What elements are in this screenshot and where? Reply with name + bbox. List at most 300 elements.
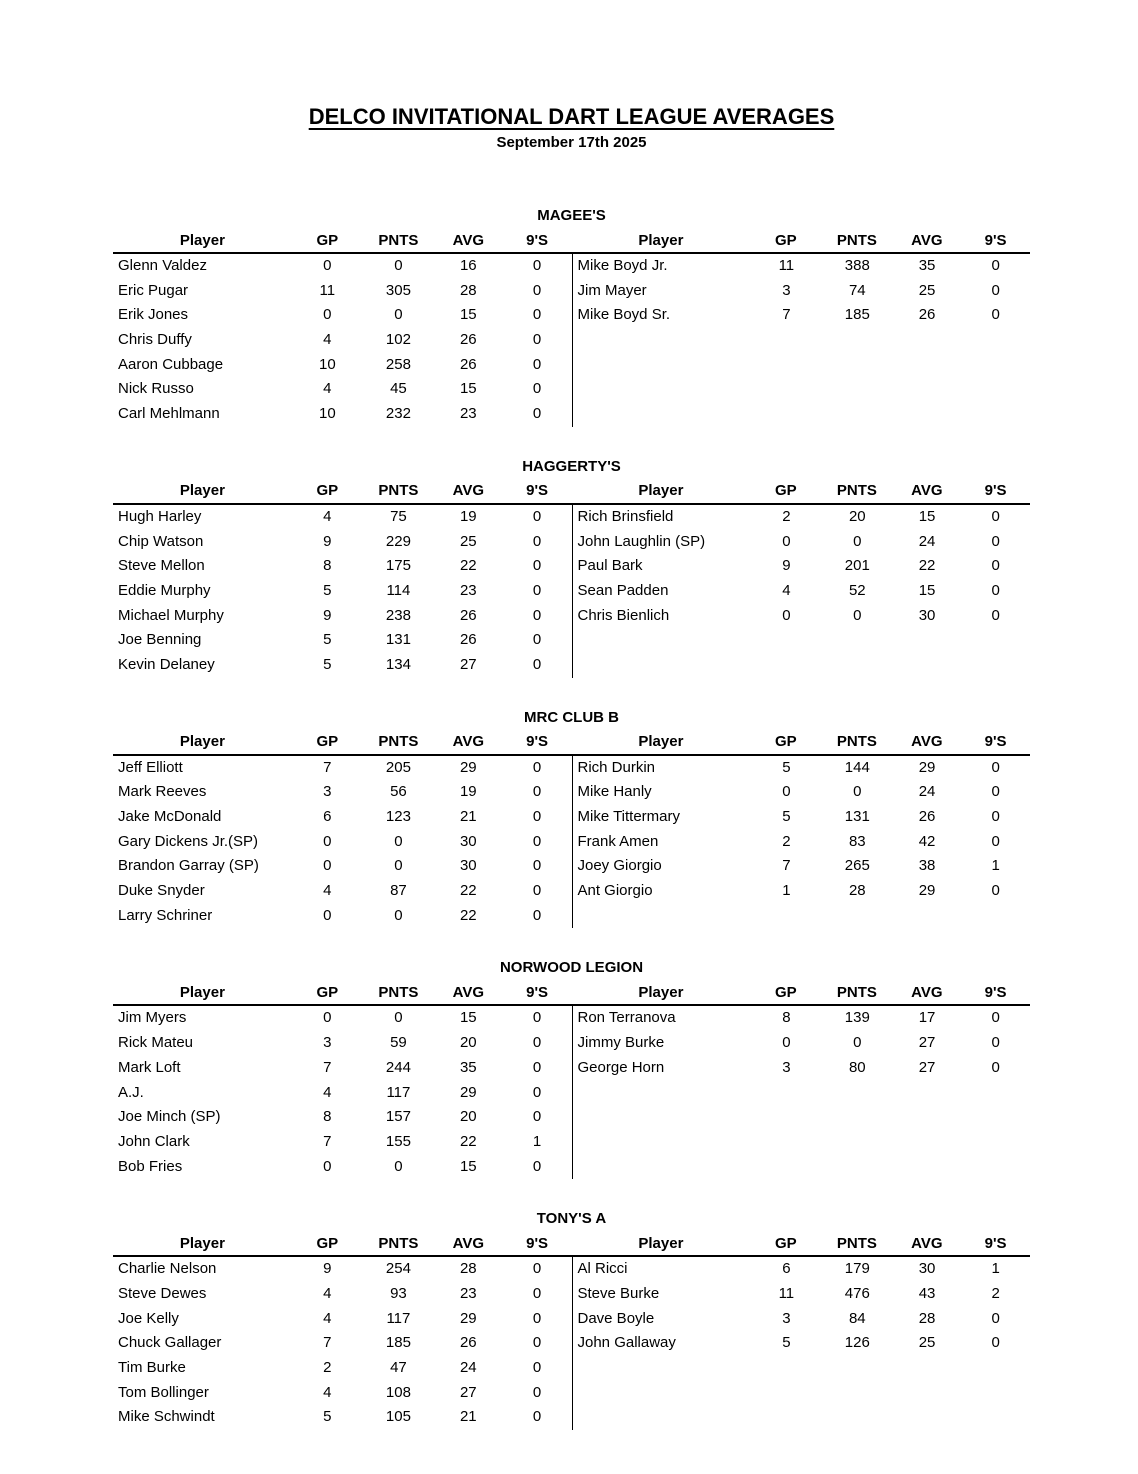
stat-value: 0	[323, 1009, 332, 1027]
table-row	[113, 1405, 572, 1430]
header-left-half	[113, 980, 572, 1004]
column-header-avg: AVG	[911, 733, 943, 751]
header-right-half	[572, 1231, 1031, 1255]
player-name: Dave Boyle	[577, 1309, 655, 1327]
player-name: Rick Mateu	[118, 1034, 194, 1052]
stat-value: 26	[459, 355, 477, 373]
player-name: Glenn Valdez	[118, 257, 207, 274]
table-row	[573, 854, 1031, 879]
player-name: Tom Bollinger	[118, 1383, 209, 1401]
table-row	[113, 303, 572, 328]
stat-value: 131	[385, 631, 411, 649]
column-header-9s: 9'S	[526, 983, 549, 1001]
player-name: Steve Dewes	[118, 1284, 207, 1302]
stat-value: 26	[459, 1334, 477, 1352]
stat-value: 0	[991, 1058, 1000, 1076]
stat-value: 0	[991, 581, 1000, 599]
stat-value: 0	[991, 1009, 1000, 1027]
column-header-player: Player	[638, 482, 684, 500]
stat-value: 83	[848, 832, 866, 850]
table-row	[113, 530, 572, 555]
stat-value: 0	[991, 306, 1000, 324]
stat-value: 476	[844, 1284, 870, 1302]
team-section	[113, 1209, 1030, 1430]
player-name: Mike Tittermary	[577, 808, 681, 825]
table-row	[573, 805, 1031, 830]
table-row	[113, 830, 572, 855]
stat-value: 28	[918, 1309, 936, 1327]
stat-value: 9	[323, 532, 332, 550]
player-name: Hugh Harley	[118, 507, 202, 525]
stat-value: 117	[386, 1309, 411, 1327]
column-header-player: Player	[179, 983, 225, 1001]
table-row	[113, 328, 572, 353]
stat-value: 43	[918, 1284, 936, 1302]
team-name: NORWOOD LEGION	[499, 959, 644, 977]
stat-value: 232	[385, 405, 411, 423]
stat-value: 0	[991, 281, 1000, 299]
table-row	[113, 628, 572, 653]
column-header-pnts: PNTS	[836, 733, 877, 751]
column-header-gp: GP	[316, 733, 339, 751]
stat-value: 29	[459, 1309, 477, 1327]
stat-value: 23	[459, 1284, 477, 1302]
stat-value: 6	[323, 808, 332, 825]
stat-value: 157	[385, 1108, 411, 1126]
stat-value: 28	[848, 882, 866, 900]
stat-value: 0	[323, 832, 332, 850]
team-name: MAGEE'S	[537, 207, 606, 224]
table-row	[113, 1331, 572, 1356]
stat-value: 87	[390, 882, 407, 900]
stat-value: 9	[323, 1260, 332, 1278]
stat-value: 1	[532, 1132, 542, 1150]
stat-value: 3	[323, 783, 332, 801]
stat-value: 0	[323, 306, 332, 324]
stat-value: 0	[532, 606, 542, 624]
stat-value: 19	[459, 507, 477, 525]
column-header-player: Player	[179, 231, 225, 249]
table-body	[113, 1257, 1030, 1430]
stat-value: 2	[782, 832, 791, 850]
table-row	[113, 1056, 572, 1081]
column-header-avg: AVG	[452, 482, 485, 500]
stat-value: 155	[385, 1132, 411, 1150]
stat-value: 139	[844, 1009, 870, 1027]
table-row	[113, 554, 572, 579]
stat-value: 102	[385, 331, 411, 349]
stat-value: 0	[991, 1034, 1000, 1052]
table-right-column-group	[572, 1257, 1031, 1430]
table-row	[573, 554, 1031, 579]
column-header-avg: AVG	[452, 231, 485, 249]
player-name: Kevin Delaney	[118, 655, 215, 673]
player-name: Duke Snyder	[118, 882, 205, 900]
column-header-gp: GP	[316, 482, 339, 500]
stat-value: 74	[848, 281, 866, 299]
stat-value: 7	[323, 758, 332, 776]
table-row	[573, 879, 1031, 904]
player-name: Al Ricci	[577, 1260, 628, 1278]
stat-value: 75	[390, 507, 407, 525]
player-name: John Laughlin (SP)	[577, 532, 706, 550]
table-body	[113, 254, 1030, 427]
stat-value: 3	[782, 1058, 791, 1076]
table-row	[113, 1307, 572, 1332]
stat-value: 3	[782, 281, 791, 299]
player-name: Joe Kelly	[118, 1309, 179, 1327]
team-section	[113, 708, 1030, 929]
column-header-9s: 9'S	[526, 482, 549, 500]
column-header-9s: 9'S	[526, 733, 549, 751]
stat-value: 7	[782, 306, 791, 324]
stat-value: 8	[323, 1108, 332, 1126]
stat-value: 5	[782, 758, 791, 776]
table-row	[113, 879, 572, 904]
column-header-pnts: PNTS	[378, 983, 419, 1001]
stat-value: 28	[459, 281, 477, 299]
stat-value: 0	[991, 808, 1000, 825]
table-row	[573, 505, 1031, 530]
column-header-gp: GP	[316, 983, 339, 1001]
stat-value: 2	[991, 1284, 1000, 1302]
player-name: Eddie Murphy	[118, 581, 211, 599]
table-row	[113, 780, 572, 805]
player-name: John Clark	[118, 1132, 190, 1150]
header-right-half	[572, 980, 1031, 1004]
table-left-column-group	[113, 1006, 572, 1179]
stat-value: 6	[782, 1260, 791, 1278]
player-name: Mark Reeves	[118, 783, 207, 801]
stat-value: 0	[853, 532, 862, 550]
stat-value: 26	[918, 808, 936, 825]
column-header-gp: GP	[775, 482, 797, 500]
stat-value: 0	[532, 832, 542, 850]
team-name: MRC CLUB B	[524, 708, 619, 726]
stat-value: 0	[532, 783, 542, 801]
stat-value: 93	[390, 1284, 407, 1302]
stat-value: 9	[782, 557, 791, 575]
table-left-column-group	[113, 1257, 572, 1430]
stat-value: 19	[459, 783, 477, 801]
stat-value: 1	[782, 882, 791, 900]
stat-value: 0	[532, 355, 542, 373]
stat-value: 0	[532, 532, 542, 550]
stat-value: 22	[459, 882, 477, 900]
stat-value: 5	[323, 631, 332, 649]
player-name: Ron Terranova	[577, 1009, 676, 1027]
stat-value: 0	[532, 380, 542, 398]
player-name: John Gallaway	[577, 1334, 676, 1352]
player-name: Chris Bienlich	[577, 606, 670, 624]
stat-value: 114	[386, 581, 411, 599]
stat-value: 84	[848, 1309, 866, 1327]
stat-value: 4	[782, 581, 791, 599]
table-row	[113, 1105, 572, 1130]
stat-value: 4	[323, 1284, 332, 1302]
stat-value: 7	[323, 1334, 332, 1352]
stat-value: 131	[844, 808, 870, 825]
stat-value: 30	[918, 1260, 936, 1278]
averages-table	[113, 730, 1030, 929]
table-row	[573, 1282, 1031, 1307]
player-name: Gary Dickens Jr.(SP)	[118, 832, 259, 850]
column-header-avg: AVG	[911, 983, 943, 1001]
stat-value: 0	[532, 906, 542, 924]
stat-value: 8	[323, 557, 332, 575]
stat-value: 0	[991, 532, 1000, 550]
table-row	[113, 353, 572, 378]
stat-value: 7	[323, 1058, 332, 1076]
header-right-half	[572, 479, 1031, 503]
player-name: Joe Minch (SP)	[118, 1108, 221, 1126]
table-row	[113, 505, 572, 530]
player-name: Carl Mehlmann	[118, 405, 220, 423]
table-row	[113, 653, 572, 678]
stat-value: 126	[844, 1334, 870, 1352]
stat-value: 0	[532, 405, 542, 423]
column-header-pnts: PNTS	[836, 1234, 877, 1252]
stat-value: 26	[459, 631, 477, 649]
player-name: Joey Giorgio	[577, 857, 662, 875]
table-row	[113, 1006, 572, 1031]
column-header-avg: AVG	[452, 733, 485, 751]
stat-value: 30	[459, 857, 477, 875]
column-header-player: Player	[179, 733, 225, 751]
stat-value: 20	[459, 1034, 477, 1052]
stat-value: 388	[844, 257, 870, 274]
stat-value: 0	[394, 1009, 403, 1027]
player-name: Mark Loft	[118, 1058, 181, 1076]
stat-value: 0	[532, 1108, 542, 1126]
stat-value: 0	[532, 1383, 542, 1401]
averages-table	[113, 980, 1030, 1179]
stat-value: 11	[319, 281, 336, 299]
player-name: Jake McDonald	[118, 808, 222, 825]
column-header-player: Player	[179, 1234, 225, 1252]
stat-value: 35	[918, 257, 936, 274]
stat-value: 229	[385, 532, 411, 550]
table-row	[573, 579, 1031, 604]
stat-value: 0	[782, 783, 791, 801]
table-right-column-group	[572, 1006, 1031, 1179]
stat-value: 3	[323, 1034, 332, 1052]
player-name: Frank Amen	[577, 832, 659, 850]
table-left-column-group	[113, 756, 572, 929]
column-header-pnts: PNTS	[378, 231, 419, 249]
column-header-player: Player	[638, 733, 684, 751]
averages-table	[113, 479, 1030, 678]
stat-value: 27	[459, 655, 477, 673]
player-name: Joe Benning	[118, 631, 202, 649]
stat-value: 0	[323, 906, 332, 924]
table-row	[113, 854, 572, 879]
table-row	[113, 604, 572, 629]
column-header-gp: GP	[775, 983, 797, 1001]
player-name: Chip Watson	[118, 532, 204, 550]
averages-table	[113, 228, 1030, 427]
stat-value: 0	[532, 1083, 542, 1101]
stat-value: 0	[532, 1157, 542, 1175]
stat-value: 7	[323, 1132, 332, 1150]
table-header-row	[113, 730, 1030, 756]
player-name: Jeff Elliott	[118, 758, 183, 776]
table-right-column-group	[572, 505, 1031, 678]
stat-value: 0	[532, 1034, 542, 1052]
table-header-row	[113, 1231, 1030, 1257]
player-name: Sean Padden	[577, 581, 669, 599]
stat-value: 0	[782, 532, 791, 550]
page-title: DELCO INVITATIONAL DART LEAGUE AVERAGES	[308, 104, 835, 129]
player-name: Michael Murphy	[118, 606, 224, 624]
table-row	[113, 279, 572, 304]
stat-value: 5	[323, 581, 332, 599]
stat-value: 105	[385, 1408, 411, 1426]
column-header-gp: GP	[775, 231, 797, 249]
table-row	[573, 1331, 1031, 1356]
stat-value: 205	[385, 758, 411, 776]
stat-value: 0	[853, 1034, 862, 1052]
stat-value: 144	[844, 758, 870, 776]
stat-value: 0	[532, 758, 542, 776]
team-section	[113, 206, 1030, 427]
stat-value: 42	[918, 832, 936, 850]
header-left-half	[113, 479, 572, 503]
table-row	[573, 1257, 1031, 1282]
stat-value: 0	[532, 331, 542, 349]
stat-value: 15	[459, 380, 477, 398]
table-row	[573, 604, 1031, 629]
stat-value: 254	[385, 1260, 411, 1278]
stat-value: 117	[386, 1083, 411, 1101]
stat-value: 134	[385, 655, 411, 673]
stat-value: 0	[532, 1359, 542, 1376]
player-name: Jimmy Burke	[577, 1034, 665, 1052]
stat-value: 0	[394, 857, 403, 875]
stat-value: 27	[918, 1058, 936, 1076]
stat-value: 28	[459, 1260, 477, 1278]
player-name: Paul Bark	[577, 557, 643, 575]
table-left-column-group	[113, 505, 572, 678]
averages-table	[113, 1231, 1030, 1430]
team-section	[113, 958, 1030, 1179]
stat-value: 7	[782, 857, 791, 875]
player-name: Chuck Gallager	[118, 1334, 222, 1352]
player-name: Rich Brinsfield	[577, 507, 674, 525]
stat-value: 23	[459, 581, 477, 599]
table-row	[113, 805, 572, 830]
stat-value: 0	[532, 281, 542, 299]
player-name: Mike Boyd Jr.	[577, 257, 668, 274]
table-row	[113, 756, 572, 781]
player-name: Bob Fries	[118, 1157, 183, 1175]
stat-value: 10	[319, 405, 336, 423]
stat-value: 20	[459, 1108, 477, 1126]
stat-value: 0	[782, 606, 791, 624]
column-header-avg: AVG	[452, 983, 485, 1001]
stat-value: 0	[991, 1334, 1000, 1352]
table-row	[573, 756, 1031, 781]
stat-value: 16	[459, 257, 477, 274]
report-date: September 17th 2025	[496, 134, 647, 151]
table-right-column-group	[572, 254, 1031, 427]
column-header-9s: 9'S	[526, 1234, 549, 1252]
player-name: A.J.	[118, 1083, 144, 1101]
table-row	[573, 530, 1031, 555]
table-body	[113, 756, 1030, 929]
table-row	[113, 1356, 572, 1381]
column-header-avg: AVG	[452, 1234, 485, 1252]
player-name: Steve Burke	[577, 1284, 660, 1302]
stat-value: 0	[991, 882, 1000, 900]
stat-value: 38	[918, 857, 936, 875]
stat-value: 9	[323, 606, 332, 624]
stat-value: 4	[323, 1083, 332, 1101]
table-row	[113, 1282, 572, 1307]
column-header-gp: GP	[775, 1234, 797, 1252]
column-header-player: Player	[638, 1234, 684, 1252]
column-header-pnts: PNTS	[378, 1234, 419, 1252]
table-row	[573, 303, 1031, 328]
stat-value: 30	[918, 606, 936, 624]
stat-value: 0	[782, 1034, 791, 1052]
column-header-gp: GP	[775, 733, 797, 751]
stat-value: 10	[319, 355, 336, 373]
column-header-pnts: PNTS	[836, 482, 877, 500]
table-row	[113, 1081, 572, 1106]
header-right-half	[572, 730, 1031, 754]
stat-value: 0	[532, 1058, 542, 1076]
player-name: Jim Mayer	[577, 281, 647, 299]
stat-value: 0	[532, 1309, 542, 1327]
stat-value: 29	[459, 1083, 477, 1101]
stat-value: 11	[778, 1284, 795, 1302]
column-header-9s: 9'S	[984, 482, 1007, 500]
table-row	[573, 1006, 1031, 1031]
stat-value: 0	[323, 1157, 332, 1175]
table-row	[113, 254, 572, 279]
stat-value: 123	[385, 808, 411, 825]
stat-value: 305	[385, 281, 411, 299]
stat-value: 179	[844, 1260, 870, 1278]
table-header-row	[113, 980, 1030, 1006]
stat-value: 0	[991, 758, 1000, 776]
stat-value: 5	[323, 1408, 332, 1426]
player-name: Jim Myers	[118, 1009, 187, 1027]
stat-value: 4	[323, 1383, 332, 1401]
player-name: Ant Giorgio	[577, 882, 653, 900]
player-name: Charlie Nelson	[118, 1260, 217, 1278]
stat-value: 0	[394, 832, 403, 850]
stat-value: 0	[532, 857, 542, 875]
stat-value: 0	[532, 808, 542, 825]
stat-value: 29	[459, 758, 477, 776]
table-row	[573, 279, 1031, 304]
stat-value: 0	[532, 655, 542, 673]
stat-value: 0	[532, 882, 542, 900]
header-left-half	[113, 1231, 572, 1255]
stat-value: 5	[782, 1334, 791, 1352]
table-row	[573, 1031, 1031, 1056]
table-left-column-group	[113, 254, 572, 427]
column-header-9s: 9'S	[984, 231, 1007, 249]
stat-value: 23	[459, 405, 477, 423]
column-header-player: Player	[638, 983, 684, 1001]
stat-value: 244	[385, 1058, 411, 1076]
column-header-pnts: PNTS	[378, 482, 419, 500]
stat-value: 26	[918, 306, 936, 324]
column-header-9s: 9'S	[984, 733, 1007, 751]
